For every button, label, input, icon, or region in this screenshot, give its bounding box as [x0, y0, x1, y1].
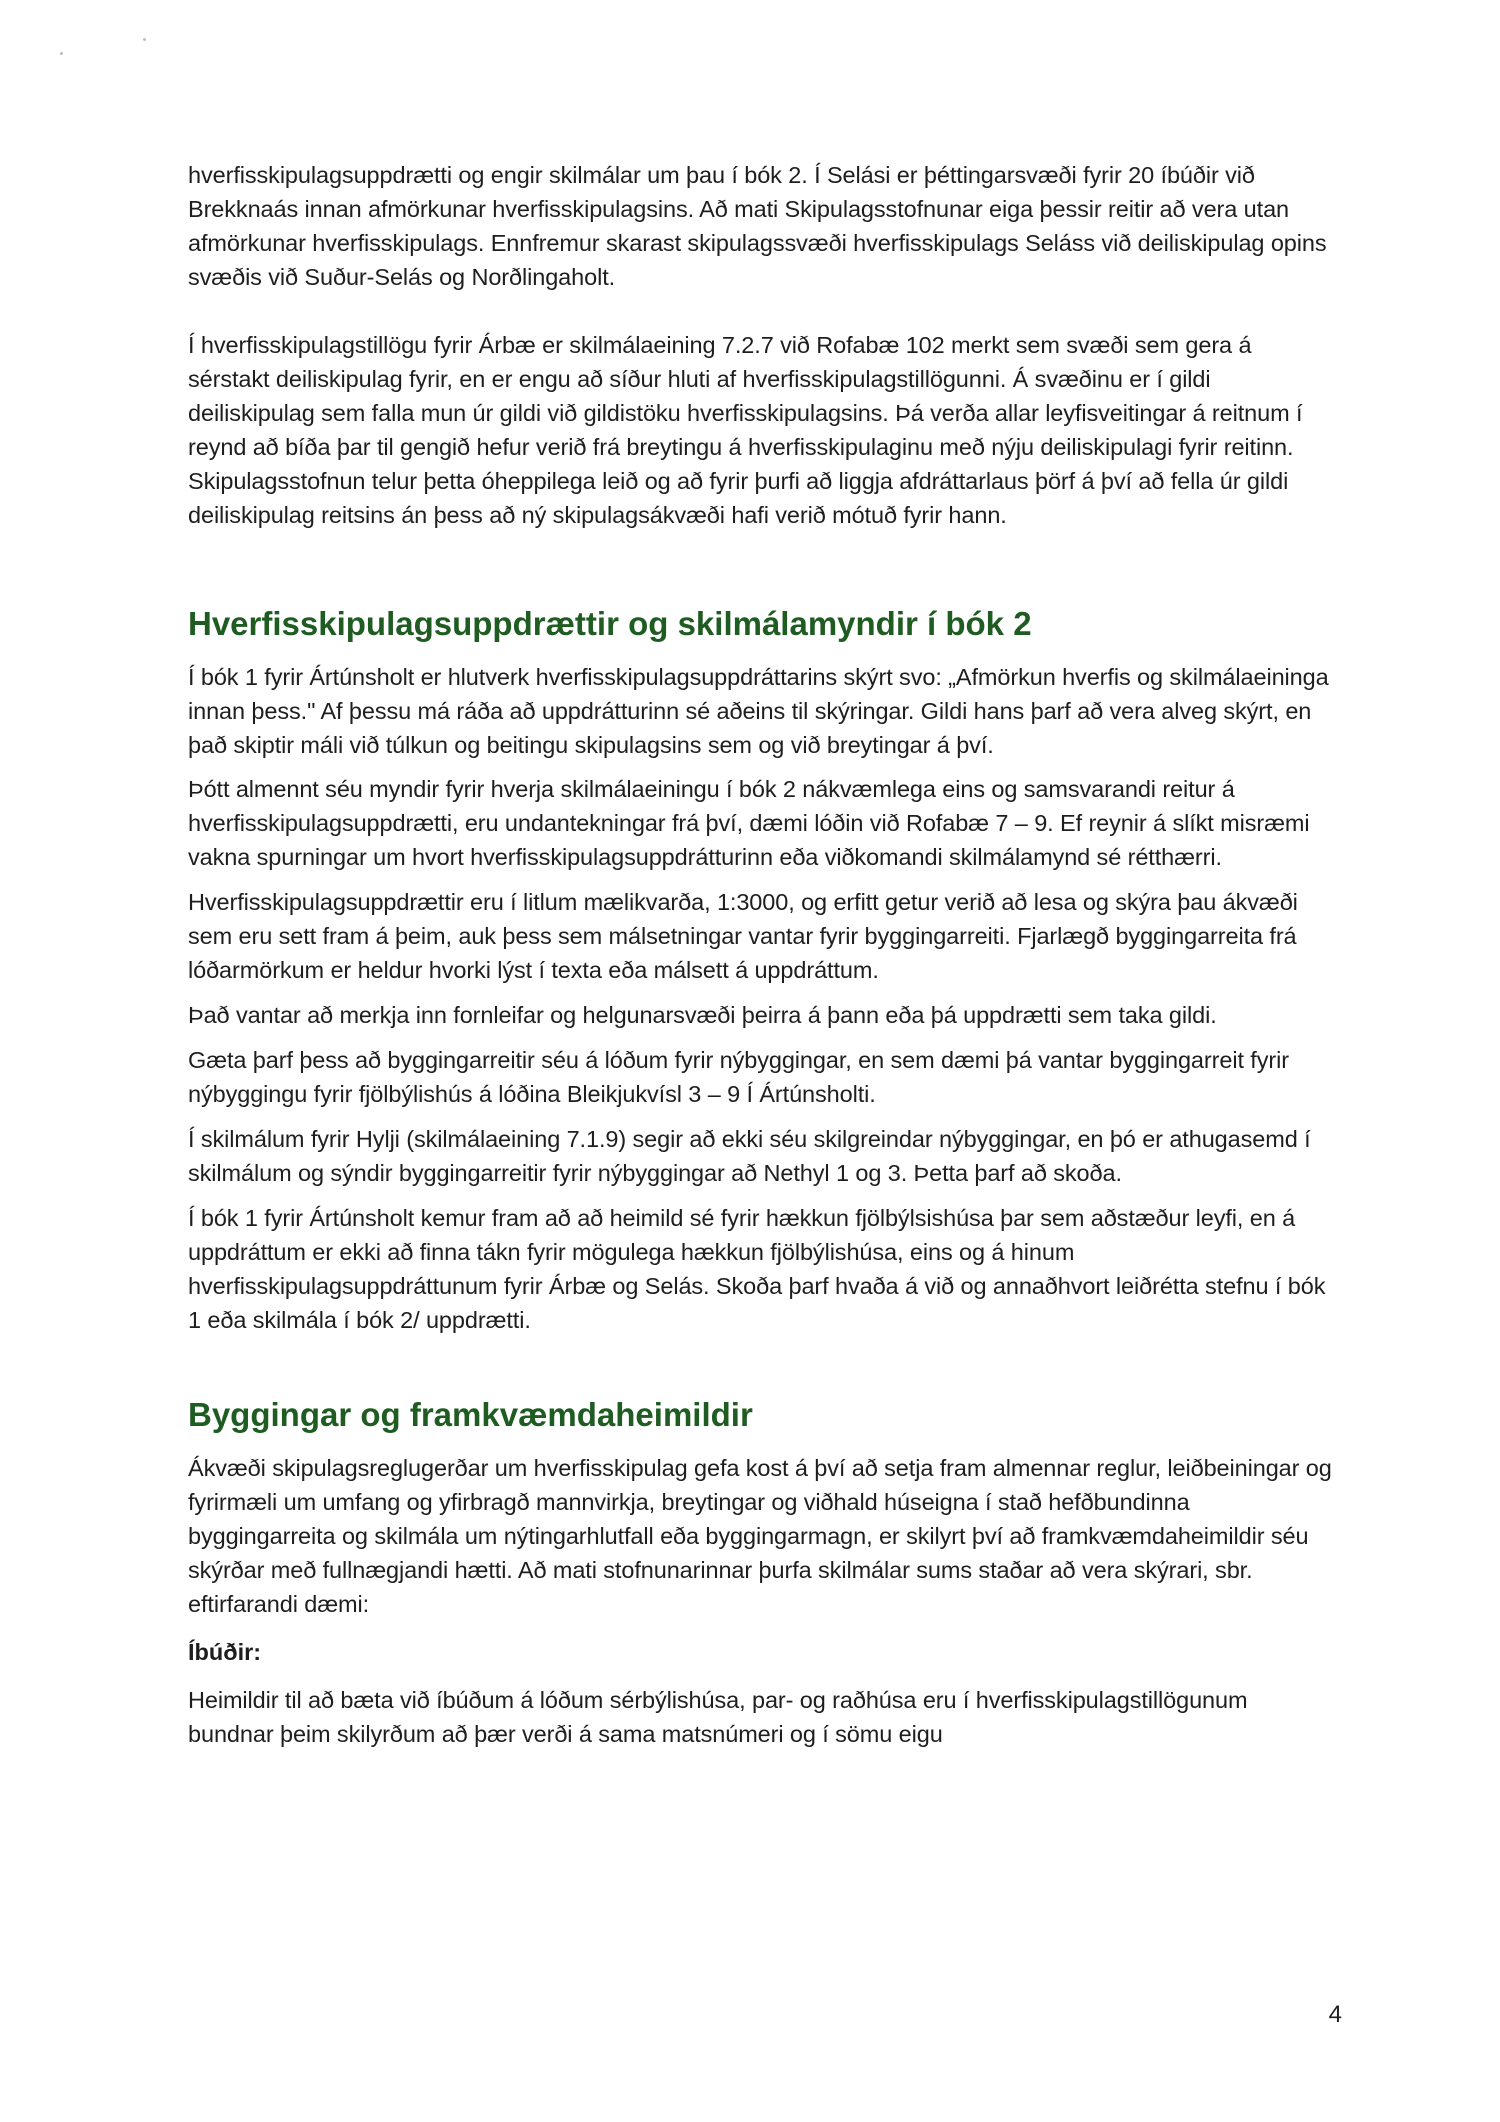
section1-paragraph-3: Hverfisskipulagsuppdrættir eru í litlum mælikvarða, 1:3000, og erfitt getur verið að lesa og skýra þau ákvæði sem eru sett fram á þeim, auk þess sem málsetningar vantar fyrir byggingarreiti. Fjarlægð byggingarreita frá lóðarmörkum er heldur hvorki lýst í texta eða málsett á uppdráttum.: [188, 889, 1298, 983]
subheading-ibudir: Íbúðir:: [188, 1639, 262, 1665]
section2-paragraph: Ákvæði skipulagsreglugerðar um hverfisskipulag gefa kost á því að setja fram almennar reglur, leiðbeiningar og fyrirmæli um umfang og yfirbragð mannvirkja, breytingar og viðhald húseigna í stað hefðbundinna byggingarreita og skilmála um nýtingarhlutfall eða byggingarmagn, er skilyrt því að framkvæmdaheimildir séu skýrðar með fullnægjandi hætti. Að mati stofnunarinnar þurfa skilmálar sums staðar að vera skýrari, sbr. eftirfarandi dæmi:: [188, 1455, 1332, 1617]
section1-paragraph-5: Gæta þarf þess að byggingarreitir séu á lóðum fyrir nýbyggingar, en sem dæmi þá vantar byggingarreit fyrir nýbyggingu fyrir fjölbýlishús á lóðina Bleikjukvísl 3 – 9 Í Ártúnsholti.: [188, 1047, 1289, 1107]
page-number: 4: [1328, 2001, 1342, 2028]
section2-subparagraph: Heimildir til að bæta við íbúðum á lóðum sérbýlishúsa, par- og raðhúsa eru í hverfisskipulagstillögunum bundnar þeim skilyrðum að þær verði á sama matsnúmeri og í sömu eigu: [188, 1687, 1248, 1747]
section1-paragraph-4: Það vantar að merkja inn fornleifar og helgunarsvæði þeirra á þann eða þá uppdrætti sem taka gildi.: [188, 1002, 1217, 1028]
section1-paragraph-7: Í bók 1 fyrir Ártúnsholt kemur fram að að heimild sé fyrir hækkun fjölbýlsishúsa þar sem aðstæður leyfi, en á uppdráttum er ekki að finna tákn fyrir mögulega hækkun fjölbýlishúsa, eins og á hinum hverfisskipulagsuppdráttunum fyrir Árbæ og Selás. Skoða þarf hvaða á við og annaðhvort leiðrétta stefnu í bók 1 eða skilmála í bók 2/ uppdrætti.: [188, 1205, 1326, 1333]
section1-paragraph-1: Í bók 1 fyrir Ártúnsholt er hlutverk hverfisskipulagsuppdráttarins skýrt svo: „Afmörkun hverfis og skilmálaeininga innan þess." Af þessu má ráða að uppdrátturinn sé aðeins til skýringar. Gildi hans þarf að vera alveg skýrt, en það skiptir máli við túlkun og beitingu skipulagsins sem og við breytingar á því.: [188, 664, 1329, 758]
paragraph-intro-2: Í hverfisskipulagstillögu fyrir Árbæ er skilmálaeining 7.2.7 við Rofabæ 102 merkt sem svæði sem gera á sérstakt deiliskipulag fyrir, en er engu að síður hluti af hverfisskipulagstillögunni. Á svæðinu er í gildi deiliskipulag sem falla mun úr gildi við gildistöku hverfisskipulagsins. Þá verða allar leyfisveitingar á reitnum í reynd að bíða þar til gengið hefur verið frá breytingu á hverfisskipulaginu með nýju deiliskipulagi fyrir reitinn. Skipulagsstofnun telur þetta óheppilega leið og að fyrir þurfi að liggja afdráttarlaus þörf á því að fella úr gildi deiliskipulag reitsins án þess að ný skipulagsákvæði hafi verið mótuð fyrir hann.: [188, 332, 1303, 528]
section1-paragraph-2: Þótt almennt séu myndir fyrir hverja skilmálaeiningu í bók 2 nákvæmlega eins og samsvarandi reitur á hverfisskipulagsuppdrætti, eru undantekningar frá því, dæmi lóðin við Rofabæ 7 – 9. Ef reynir á slíkt misræmi vakna spurningar um hvort hverfisskipulagsuppdrátturinn eða viðkomandi skilmálamynd sé rétthærri.: [188, 776, 1310, 870]
scan-speck: [60, 52, 63, 55]
document-page: [188, 158, 1338, 1751]
section1-paragraph-6: Í skilmálum fyrir Hylji (skilmálaeining 7.1.9) segir að ekki séu skilgreindar nýbyggingar, en þó er athugasemd í skilmálum og sýndir byggingarreitir fyrir nýbyggingar að Nethyl 1 og 3. Þetta þarf að skoða.: [188, 1126, 1311, 1186]
paragraph-intro-1: hverfisskipulagsuppdrætti og engir skilmálar um þau í bók 2. Í Selási er þéttingarsvæði fyrir 20 íbúðir við Brekknaás innan afmörkunar hverfisskipulagsins. Að mati Skipulagsstofnunar eiga þessir reitir að vera utan afmörkunar hverfisskipulags. Ennfremur skarast skipulagssvæði hverfisskipulags Seláss við deiliskipulag opins svæðis við Suður-Selás og Norðlingaholt.: [188, 162, 1327, 290]
section-heading-byggingar: Byggingar og framkvæmdaheimildir: [188, 1396, 753, 1433]
section-heading-uppdraettir: Hverfisskipulagsuppdrættir og skilmálamyndir í bók 2: [188, 605, 1032, 642]
scan-speck: [143, 38, 146, 41]
